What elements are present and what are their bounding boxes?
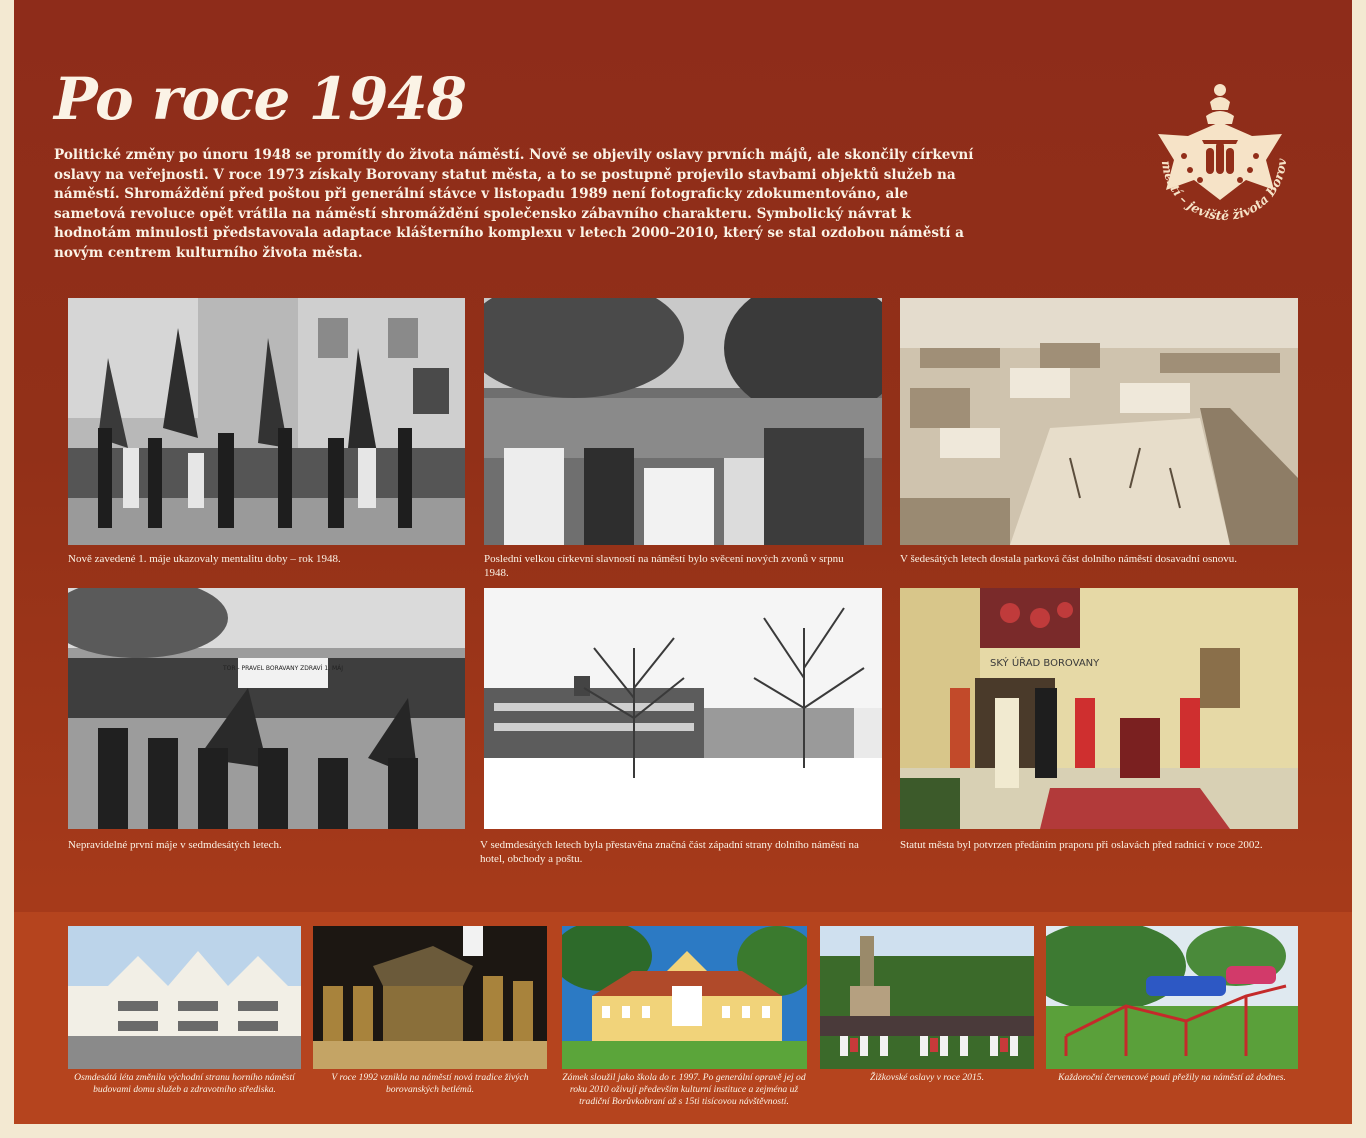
townhall-sign: SKÝ ÚŘAD BOROVANY — [990, 658, 1100, 669]
strip-photo-fair — [1046, 926, 1298, 1069]
namesti-logo — [1140, 76, 1300, 246]
strip-caption-1: Osmdesátá léta změnila východní stranu horního náměstí budovami domu služeb a zdravotního střediska. — [74, 1072, 295, 1095]
photo-may-day-1948 — [68, 298, 465, 545]
strip-caption-2: V roce 1992 vznikla na náměstí nová tradice živých borovanských betlémů. — [331, 1072, 529, 1095]
intro-paragraph: Politické změny po únoru 1948 se promítly do života náměstí. Nově se objevily oslavy prvních májů, ale skončily církevní oslavy na veřejnosti. V roce 1973 získaly Borovany statut města, a to se postupně projevilo stavbami objektů služeb na náměstí. Shromáždění před poštou při generální stávce v listopadu 1989 není fotograficky zdokumentováno, ale sametová revoluce opět vrátila na náměstí shromáždění společensko zábavního charakteru. Symbolický návrat k hodnotám minulosti představovala adaptace klášterního komplexu v letech 2000–2010, který se stal ozdobou náměstí a novým centrem kulturního života města. — [54, 147, 974, 261]
strip-photo-nativity — [313, 926, 547, 1069]
caption-6: Statut města byl potvrzen předáním praporu při oslavách před radnicí v roce 2002. — [900, 839, 1263, 851]
strip-photo-chateau — [562, 926, 807, 1069]
caption-5: V sedmdesátých letech byla přestavěna značná část západní strany dolního náměstí na hotel, obchody a poštu. — [480, 839, 859, 865]
caption-2: Poslední velkou církevní slavností na náměstí bylo svěcení nových zvonů v srpnu 1948. — [484, 553, 844, 579]
photo-square-aerial — [900, 298, 1298, 545]
photo-may-day-1970s — [68, 588, 465, 829]
caption-1: Nově zavedené 1. máje ukazovaly mentalitu doby – rok 1948. — [68, 553, 341, 565]
caption-3: V šedesátých letech dostala parková část dolního náměstí dosavadní osnovu. — [900, 553, 1238, 565]
photo-town-hall-2002 — [900, 588, 1298, 829]
strip-photo-services-building — [68, 926, 301, 1069]
caption-4: Nepravidelné první máje v sedmdesátých letech. — [68, 839, 282, 851]
page-title: Po roce 1948 — [54, 65, 467, 133]
strip-caption-4: Žižkovské oslavy v roce 2015. — [870, 1072, 984, 1083]
banner-text: TOR - PRAVEL BORAVANY ZDRAVÍ 1. MÁJ — [222, 665, 344, 672]
photo-bell-consecration — [484, 298, 882, 545]
strip-caption-5: Každoroční červencové pouti přežily na náměstí až dodnes. — [1058, 1072, 1286, 1083]
strip-photo-zizka-celebration — [820, 926, 1034, 1069]
strip-caption-3: Zámek sloužil jako škola do r. 1997. Po generální opravě jej od roku 2010 oživují především kulturní instituce a zejména už tradiční Borůvkobraní až s 15ti tisícovou návštěvností. — [562, 1072, 806, 1107]
photo-hotel-1970s — [484, 588, 882, 829]
logo-arc-text: městí – jeviště života Borov — [1158, 157, 1290, 224]
